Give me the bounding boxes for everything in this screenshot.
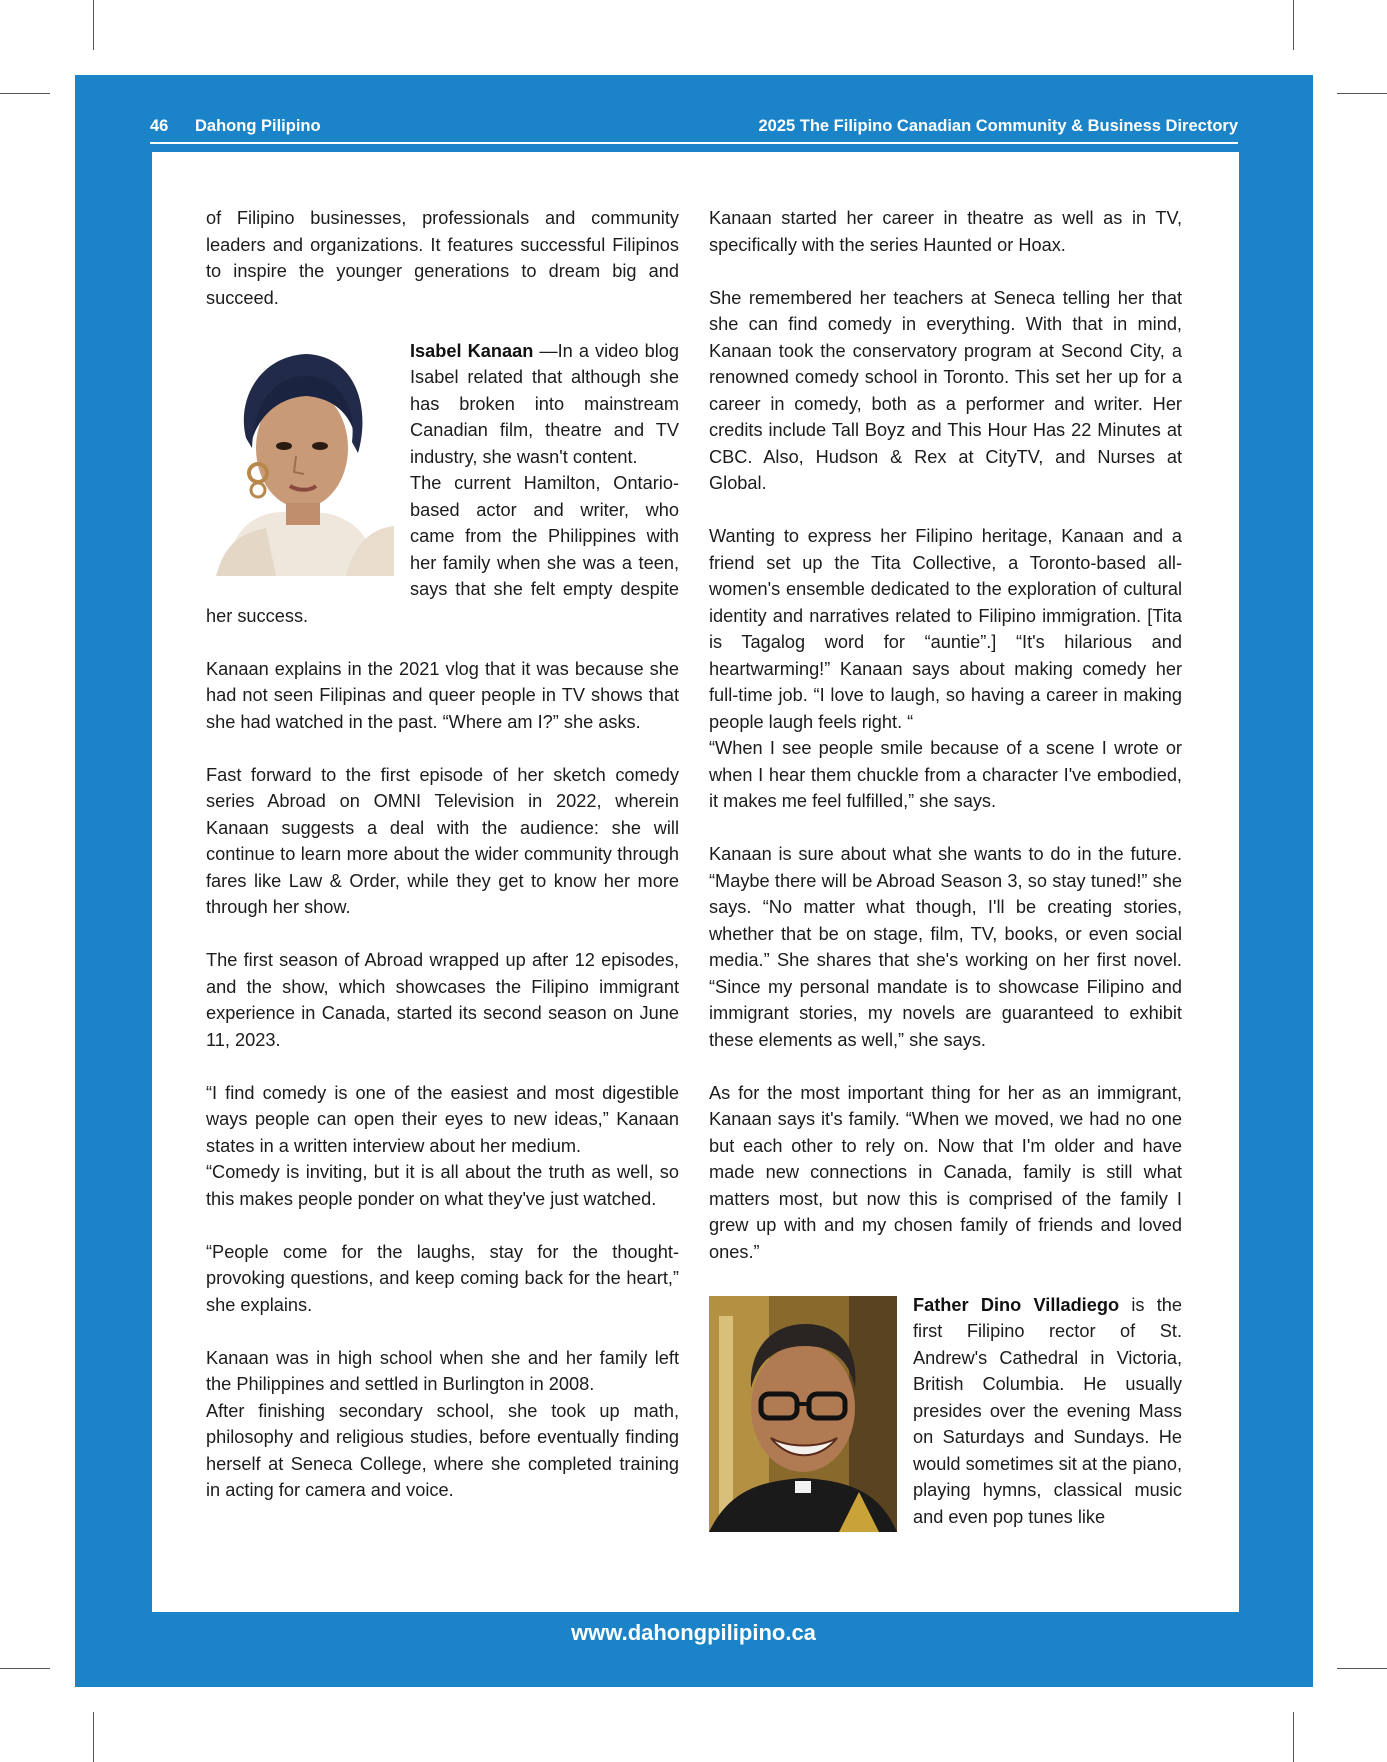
footer-website-link[interactable]: www.dahongpilipino.ca bbox=[571, 1620, 816, 1645]
isabel-kanaan-name: Isabel Kanaan bbox=[410, 340, 534, 361]
father-dino-name: Father Dino Villadiego bbox=[913, 1294, 1120, 1315]
laughs-paragraph: “People come for the laughs, stay for the thought-provoking questions, and keep coming back for the heart,” she explains. bbox=[206, 1241, 679, 1315]
crop-mark bbox=[1293, 1712, 1294, 1762]
father-dino-photo bbox=[709, 1296, 897, 1532]
tita-collective-paragraph: Wanting to express her Filipino heritage, Kanaan and a friend set up the Tita Collective, a Toronto-based all-women's ensemble dedicated to the exploration of cultural identity and narratives related to Filipino immigration. [Tita is Tagalog word for “auntie”.] “It's hilarious and heartwarming!” Kanaan says about making comedy her full-time job. “I love to laugh, so having a career in making people laugh feels right. “ bbox=[709, 526, 1182, 732]
publication-name: Dahong Pilipino bbox=[195, 117, 321, 135]
crop-mark bbox=[0, 93, 50, 94]
crop-mark bbox=[1293, 0, 1294, 50]
school-paragraph: Kanaan was in high school when she and her family left the Philippines and settled in Burlington in 2008. bbox=[206, 1347, 679, 1394]
crop-mark bbox=[93, 0, 94, 50]
crop-mark bbox=[0, 1668, 50, 1669]
father-dino-text: is the first Filipino rector of St. Andrew's Cathedral in Victoria, British Columbia. He usually presides over the evening Mass on Saturdays and Sundays. He would sometimes sit at the piano, playing hymns, classical music and even pop tunes like bbox=[913, 1294, 1183, 1527]
page-number: 46 bbox=[150, 117, 169, 135]
intro-paragraph: of Filipino businesses, professionals and community leaders and organizations. It features successful Filipinos to inspire the younger generations to dream big and succeed. bbox=[206, 208, 679, 308]
directory-title: 2025 The Filipino Canadian Community & Business Directory bbox=[758, 117, 1238, 135]
fulfilled-paragraph: “When I see people smile because of a scene I wrote or when I hear them chuckle from a character I've embodied, it makes me feel fulfilled,” she says. bbox=[709, 738, 1182, 811]
comedy-truth-paragraph: “Comedy is inviting, but it is all about the truth as well, so this makes people ponder on what they've just watched. bbox=[206, 1162, 679, 1209]
crop-mark bbox=[1337, 93, 1387, 94]
seneca-paragraph: After finishing secondary school, she took up math, philosophy and religious studies, before eventually finding herself at Seneca College, where she completed training in acting for camera and voice. bbox=[206, 1400, 679, 1500]
comedy-quote-paragraph: “I find comedy is one of the easiest and most digestible ways people can open their eyes to new ideas,” Kanaan states in a written interview about her medium. bbox=[206, 1082, 679, 1156]
right-column bbox=[709, 205, 1182, 1557]
left-column bbox=[206, 205, 679, 1530]
crop-mark bbox=[1337, 1668, 1387, 1669]
kanaan-intro-paragraph-2: The current Hamilton, Ontario-based actor and writer, who came from the Philippines with her family when she was a teen, says that she felt empty despite her success. bbox=[206, 473, 679, 626]
future-paragraph: Kanaan is sure about what she wants to do in the future. “Maybe there will be Abroad Season 3, so stay tuned!” she says. “No matter what though, I'll be creating stories, whether that be on stage, film, TV, books, or even social media.” She shares that she's working on her first novel. “Since my personal mandate is to showcase Filipino and immigrant stories, my novels are guaranteed to exhibit these elements as well,” she says. bbox=[709, 844, 1182, 1050]
career-paragraph: Kanaan started her career in theatre as well as in TV, specifically with the series Haunted or Hoax. bbox=[709, 208, 1182, 255]
second-city-paragraph: She remembered her teachers at Seneca telling her that she can find comedy in everything. With that in mind, Kanaan took the conservatory program at Second City, a renowned comedy school in Toronto. This set her up for a career in comedy, both as a performer and writer. Her credits include Tall Boyz and This Hour Has 22 Minutes at CBC. Also, Hudson & Rex at CityTV, and Nurses at Global. bbox=[709, 287, 1182, 493]
kanaan-intro-text: —In a video blog Isabel related that although she has broken into mainstream Canadian film, theatre and TV industry, she wasn't content. bbox=[410, 340, 679, 467]
vlog-paragraph: Kanaan explains in the 2021 vlog that it was because she had not seen Filipinas and queer people in TV shows that she had watched in the past. “Where am I?” she asks. bbox=[206, 658, 679, 732]
isabel-kanaan-photo bbox=[206, 338, 394, 576]
family-paragraph: As for the most important thing for her as an immigrant, Kanaan says it's family. “When we moved, we had no one but each other to rely on. Now that I'm older and have made new connections in Canada, family is still what matters most, but now this is comprised of the family I grew up with and my chosen family of friends and loved ones.” bbox=[709, 1082, 1182, 1262]
header-rule bbox=[150, 142, 1238, 144]
crop-mark bbox=[93, 1712, 94, 1762]
abroad-paragraph: Fast forward to the first episode of her sketch comedy series Abroad on OMNI Television in 2022, wherein Kanaan suggests a deal with the audience: she will continue to learn more about the wider community through fares like Law & Order, while they get to know her more through her show. bbox=[206, 764, 679, 917]
season-paragraph: The first season of Abroad wrapped up after 12 episodes, and the show, which showcases the Filipino immigrant experience in Canada, started its second season on June 11, 2023. bbox=[206, 950, 679, 1050]
